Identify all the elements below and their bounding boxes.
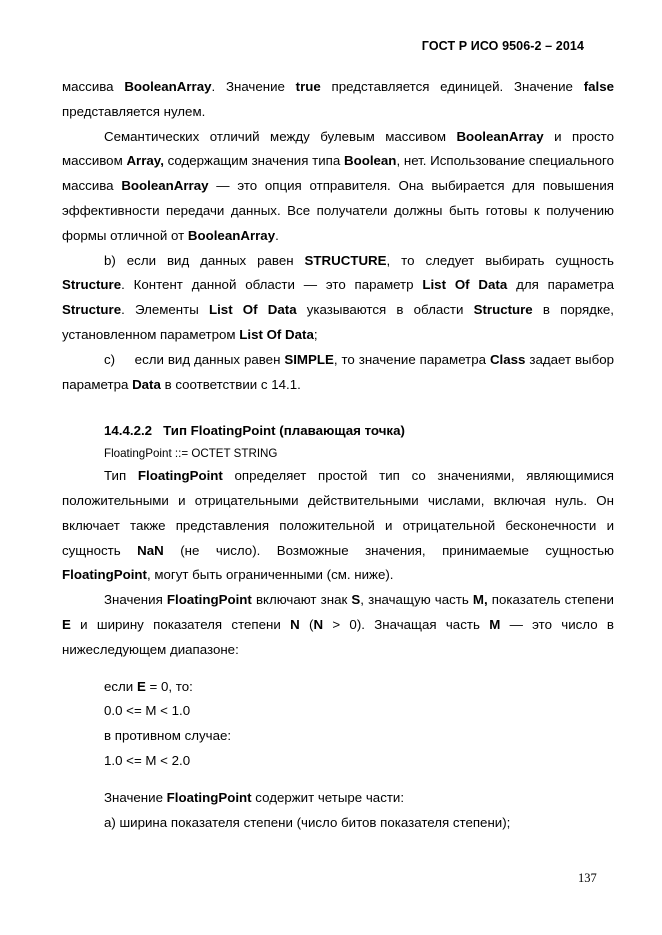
paragraph-floating-point-type: Тип FloatingPoint определяет простой тип со значениями, являющимися положительными и отрицательными действительными числами, включая нуль. Он включает также представления положительной и отрицательной бесконечности и сущность NaN (не число). Возможные значения, принимаемые сущностью FloatingPoint, могут быть ограниченными (см. ниже). bbox=[62, 468, 615, 583]
formula-line-condition: если E = 0, то: bbox=[104, 678, 193, 694]
paragraph-semantic-differences: Семантических отличий между булевым массивом BooleanArray и просто массивом Array, содержащим значения типа Boolean, нет. Использование специального массива BooleanArray — это опция отправителя. Она выбирается для повышения эффективности передачи данных. Все получатели должны быть готовы к получению формы отличной от BooleanArray. bbox=[62, 128, 614, 243]
section-title: Тип FloatingPoint (плавающая точка) bbox=[163, 423, 405, 439]
formula-line-otherwise: в противном случае: bbox=[104, 728, 232, 744]
section-number: 14.4.2.2 bbox=[104, 423, 153, 439]
paragraph-boolean-array-values: массива BooleanArray. Значение true представляется единицей. Значение false представляется нулем. bbox=[62, 79, 614, 119]
page-number: 137 bbox=[578, 871, 597, 885]
section-heading bbox=[62, 419, 614, 444]
asn-definition: FloatingPoint ::= OCTET STRING bbox=[104, 447, 278, 461]
standard-header: ГОСТ Р ИСО 9506-2 – 2014 bbox=[421, 39, 584, 53]
document-body bbox=[62, 75, 618, 835]
list-item-c-simple: c) если вид данных равен SIMPLE, то значение параметра Class задает выбор параметра Data в соответствии с 14.1. bbox=[62, 351, 618, 392]
paragraph-floating-point-parts: Значения FloatingPoint включают знак S, значащую часть M, показатель степени E и ширину показателя степени N (N > 0). Значащая часть M — это число в нижеследующем диапазоне: bbox=[62, 592, 614, 657]
list-item-b-structure: b) если вид данных равен STRUCTURE, то следует выбирать сущность Structure. Контент данной области — это параметр List Of Data для параметра Structure. Элементы List Of Data указываются в области Structure в порядке, установленном параметром List Of Data; bbox=[62, 252, 615, 342]
list-item-a-exponent-width: a) ширина показателя степени (число битов показателя степени); bbox=[104, 814, 511, 830]
formula-line-range-1: 0.0 <= M < 1.0 bbox=[104, 703, 191, 719]
formula-line-range-2: 1.0 <= M < 2.0 bbox=[104, 752, 191, 768]
paragraph-four-parts: Значение FloatingPoint содержит четыре части: bbox=[104, 789, 405, 805]
